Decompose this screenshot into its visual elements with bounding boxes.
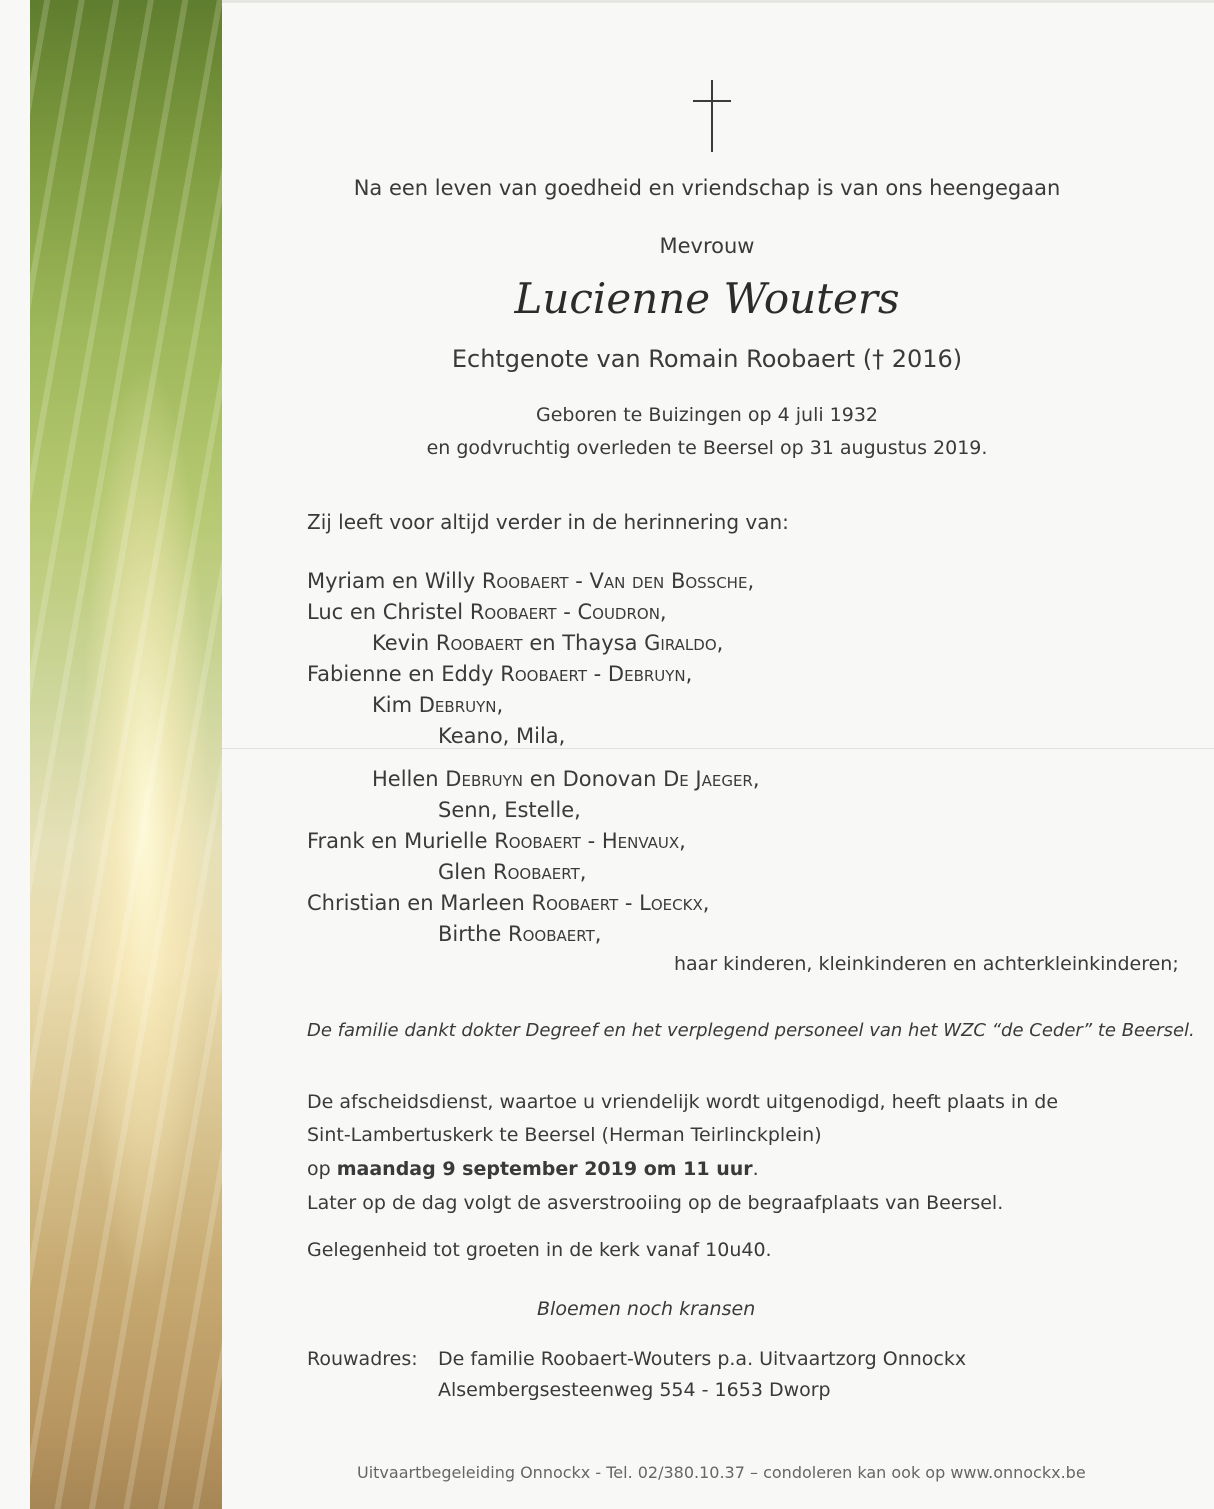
flowers-line: Bloemen noch kransen	[537, 1298, 756, 1320]
thanks-line: De familie dankt dokter Degreef en het verplegend personeel van het WZC “de Ceder” te Beersel.	[307, 1020, 1195, 1041]
spouse-line: Echtgenote van Romain Roobaert († 2016)	[451, 345, 963, 373]
service-date-line: op maandag 9 september 2019 om 11 uur.	[307, 1158, 759, 1180]
cross-icon-bar	[693, 100, 731, 102]
family-line: Luc en Christel Roobaert - Coudron,	[307, 600, 667, 624]
relation-line: haar kinderen, kleinkinderen en achterkleinkinderen;	[674, 953, 1179, 975]
fold-line	[222, 748, 1214, 749]
family-line: Myriam en Willy Roobaert - Van den Bossche,	[307, 569, 755, 593]
address-line: Alsembergsesteenweg 554 - 1653 Dworp	[438, 1379, 831, 1401]
footer-text: Uitvaartbegeleiding Onnockx - Tel. 02/380.10.37 – condoleren kan ook op www.onnockx.be	[357, 1463, 1086, 1482]
family-line: Fabienne en Eddy Roobaert - Debruyn,	[307, 662, 693, 686]
address-label: Rouwadres:	[307, 1348, 418, 1370]
family-line: Kevin Roobaert en Thaysa Giraldo,	[372, 631, 724, 655]
family-line: Hellen Debruyn en Donovan De Jaeger,	[372, 767, 760, 791]
birth-line: Geboren te Buizingen op 4 juli 1932	[535, 404, 879, 426]
service-line: Sint-Lambertuskerk te Beersel (Herman Teirlinckplein)	[307, 1124, 822, 1146]
service-line: De afscheidsdienst, waartoe u vriendelijk wordt uitgenodigd, heeft plaats in de	[307, 1091, 1059, 1113]
family-line: Birthe Roobaert,	[438, 922, 602, 946]
greeting-line: Gelegenheid tot groeten in de kerk vanaf 10u40.	[307, 1239, 772, 1261]
family-line: Kim Debruyn,	[372, 693, 504, 717]
service-line: Later op de dag volgt de asverstrooiing op de begraafplaats van Beersel.	[307, 1192, 1004, 1214]
top-edge	[222, 0, 1214, 3]
family-line: Keano, Mila,	[438, 724, 566, 748]
deceased-name: Lucienne Wouters	[514, 274, 900, 323]
family-line: Glen Roobaert,	[438, 860, 587, 884]
cross-icon	[711, 80, 713, 152]
family-line: Christian en Marleen Roobaert - Loeckx,	[307, 891, 710, 915]
remembrance-line: Zij leeft voor altijd verder in de herinnering van:	[307, 510, 789, 534]
family-line: Frank en Murielle Roobaert - Henvaux,	[307, 829, 686, 853]
address-line: De familie Roobaert-Wouters p.a. Uitvaartzorg Onnockx	[438, 1348, 967, 1370]
intro-text: Na een leven van goedheid en vriendschap is van ons heengegaan	[353, 176, 1061, 200]
family-line: Senn, Estelle,	[438, 798, 581, 822]
forest-photo	[30, 0, 222, 1509]
death-line: en godvruchtig overleden te Beersel op 31 augustus 2019.	[426, 437, 988, 459]
salutation: Mevrouw	[659, 234, 755, 258]
